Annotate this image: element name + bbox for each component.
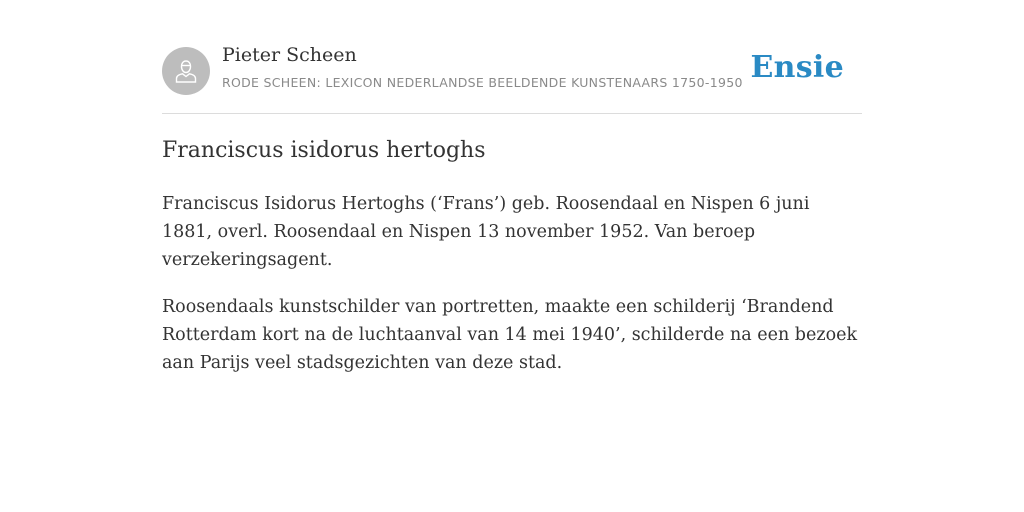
article-card (162, 0, 862, 373)
article-title: Franciscus isidorus hertoghs (162, 138, 486, 163)
article-paragraph: Roosendaals kunstschilder van portretten, maakte een schilderij ‘Brandend Rotterdam kort na de luchtaanval van 14 mei 1940’, schilderde na een bezoek aan Parijs veel stadsgezichten van deze stad. (162, 297, 858, 373)
user-silhouette-icon (172, 57, 200, 85)
author-avatar[interactable] (162, 47, 210, 95)
article-header (162, 0, 862, 114)
article-body (162, 190, 864, 396)
source-label[interactable]: RODE SCHEEN: LEXICON NEDERLANDSE BEELDENDE KUNSTENAARS 1750-1950 (222, 75, 743, 90)
author-name[interactable]: Pieter Scheen (222, 44, 357, 66)
ensie-logo[interactable]: Ensie (750, 50, 844, 85)
article-paragraph: Franciscus Isidorus Hertoghs (‘Frans’) geb. Roosendaal en Nispen 6 juni 1881, overl. Roosendaal en Nispen 13 november 1952. Van beroep verzekeringsagent. (162, 194, 810, 270)
